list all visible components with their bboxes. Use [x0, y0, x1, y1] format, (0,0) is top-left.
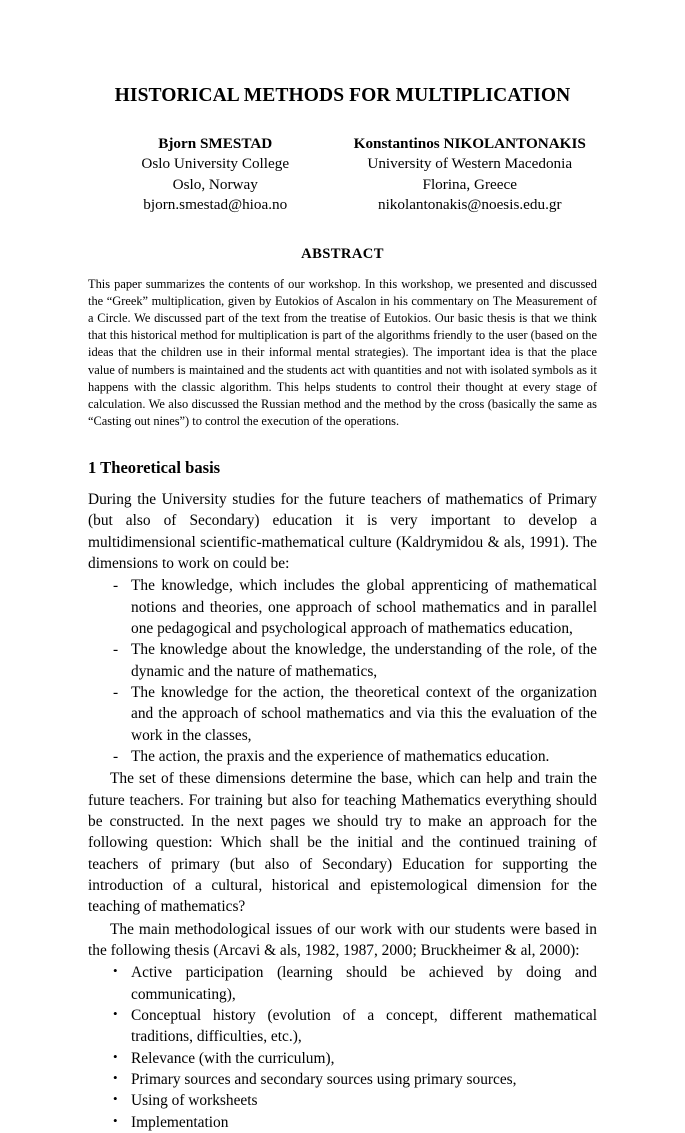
author-entry-1: [88, 134, 343, 214]
abstract-text: This paper summarizes the contents of our workshop. In this workshop, we presented and discussed the “Greek” multiplication, given by Eutokios of Ascalon in his commentary on The Measurement of a Circle. We discussed part of the text from the treatise of Eutokios. Our basic thesis is that we think that this historical method for multiplication is part of the algorithms friendly to the user (based on the ideas that the children use in their informal mental strategies). The important idea is that the place value of numbers is maintained and the students act with quantities and not with isolated symbols as it happens with the classic algorithm. This helps students to control their thought at every stage of calculation. We also discussed the Russian method and the method by the cross (basically the same as “Casting out nines”) to control the execution of the operations.: [88, 276, 597, 429]
section-heading: 1 Theoretical basis: [88, 458, 221, 478]
list-item-text: Primary sources and secondary sources using primary sources,: [131, 1070, 517, 1088]
section-intro-paragraph: During the University studies for the future teachers of mathematics of Primary (but also of Secondary) education it is very important to develop a multidimensional scientific-mathematical culture (Kaldrymidou & als, 1991). The dimensions to work on could be:: [88, 491, 597, 573]
author-email: bjorn.smestad@hioa.no: [143, 195, 288, 213]
bullet-marker: •: [113, 1005, 118, 1021]
bullet-marker: •: [113, 1069, 118, 1085]
dash-marker: -: [113, 748, 119, 766]
list-item-text: The knowledge about the knowledge, the understanding of the role, of the dynamic and the nature of mathematics,: [131, 641, 597, 680]
dash-marker: -: [113, 577, 119, 595]
list-item: [88, 962, 597, 1005]
bullet-marker: •: [113, 1091, 118, 1107]
page-title: HISTORICAL METHODS FOR MULTIPLICATION: [114, 85, 571, 106]
author-email: nikolantonakis@noesis.edu.gr: [377, 195, 562, 213]
author-affiliation: University of Western Macedonia: [367, 155, 573, 173]
list-item-text: Relevance (with the curriculum),: [131, 1049, 335, 1067]
author-entry-2: [343, 134, 598, 214]
list-item: [88, 639, 597, 682]
section-paragraph-three: The main methodological issues of our work with our students were based in the following thesis (Arcavi & als, 1982, 1987, 2000; Bruckheimer & al, 2000):: [88, 920, 597, 959]
list-item: [88, 1112, 597, 1133]
list-item-text: The knowledge for the action, the theoretical context of the organization and the approach of school mathematics and via this the evaluation of the work in the classes,: [131, 684, 597, 744]
author-name: Bjorn SMESTAD: [158, 135, 273, 153]
list-item: [88, 1048, 597, 1069]
dash-marker: -: [113, 684, 119, 702]
bullet-marker: •: [113, 1112, 118, 1128]
dash-marker: -: [113, 641, 119, 659]
abstract-heading: ABSTRACT: [301, 245, 384, 262]
methodological-issues-list: [88, 961, 597, 1133]
list-item-text: The action, the praxis and the experience of mathematics education.: [131, 748, 550, 766]
author-location: Florina, Greece: [422, 175, 517, 193]
list-item-text: Active participation (learning should be achieved by doing and communicating),: [131, 964, 597, 1003]
document-content: [88, 0, 597, 1133]
bullet-marker: •: [113, 1048, 118, 1064]
author-block: [88, 134, 597, 214]
list-item-text: Using of worksheets: [131, 1092, 258, 1110]
list-item: [88, 1005, 597, 1048]
list-item: [88, 575, 597, 639]
list-item-text: Conceptual history (evolution of a concept, different mathematical traditions, difficulties, etc.),: [131, 1006, 597, 1046]
author-name: Konstantinos NIKOLANTONAKIS: [353, 135, 586, 153]
list-item-text: The knowledge, which includes the global apprenticing of mathematical notions and theories, one approach of school mathematics and in parallel one pedagogical and psychological approach of mathematics education,: [131, 577, 597, 638]
list-item: [88, 682, 597, 746]
author-affiliation: Oslo University College: [141, 155, 290, 173]
list-item: [88, 746, 597, 767]
list-item: [88, 1069, 597, 1090]
list-item: [88, 1090, 597, 1111]
dimensions-list: [88, 574, 597, 767]
bullet-marker: •: [113, 963, 118, 979]
author-location: Oslo, Norway: [172, 175, 258, 193]
list-item-text: Implementation: [131, 1113, 229, 1131]
section-paragraph-two: The set of these dimensions determine the base, which can help and train the future teachers. For training but also for teaching Mathematics everything should be constructed. In the next pages we should try to make an approach for the following question: Which shall be the initial and the continued training of teachers of primary (but also of Secondary) Education for supporting the introduction of a cultural, historical and epistemological dimension for the teaching of mathematics?: [88, 770, 597, 916]
